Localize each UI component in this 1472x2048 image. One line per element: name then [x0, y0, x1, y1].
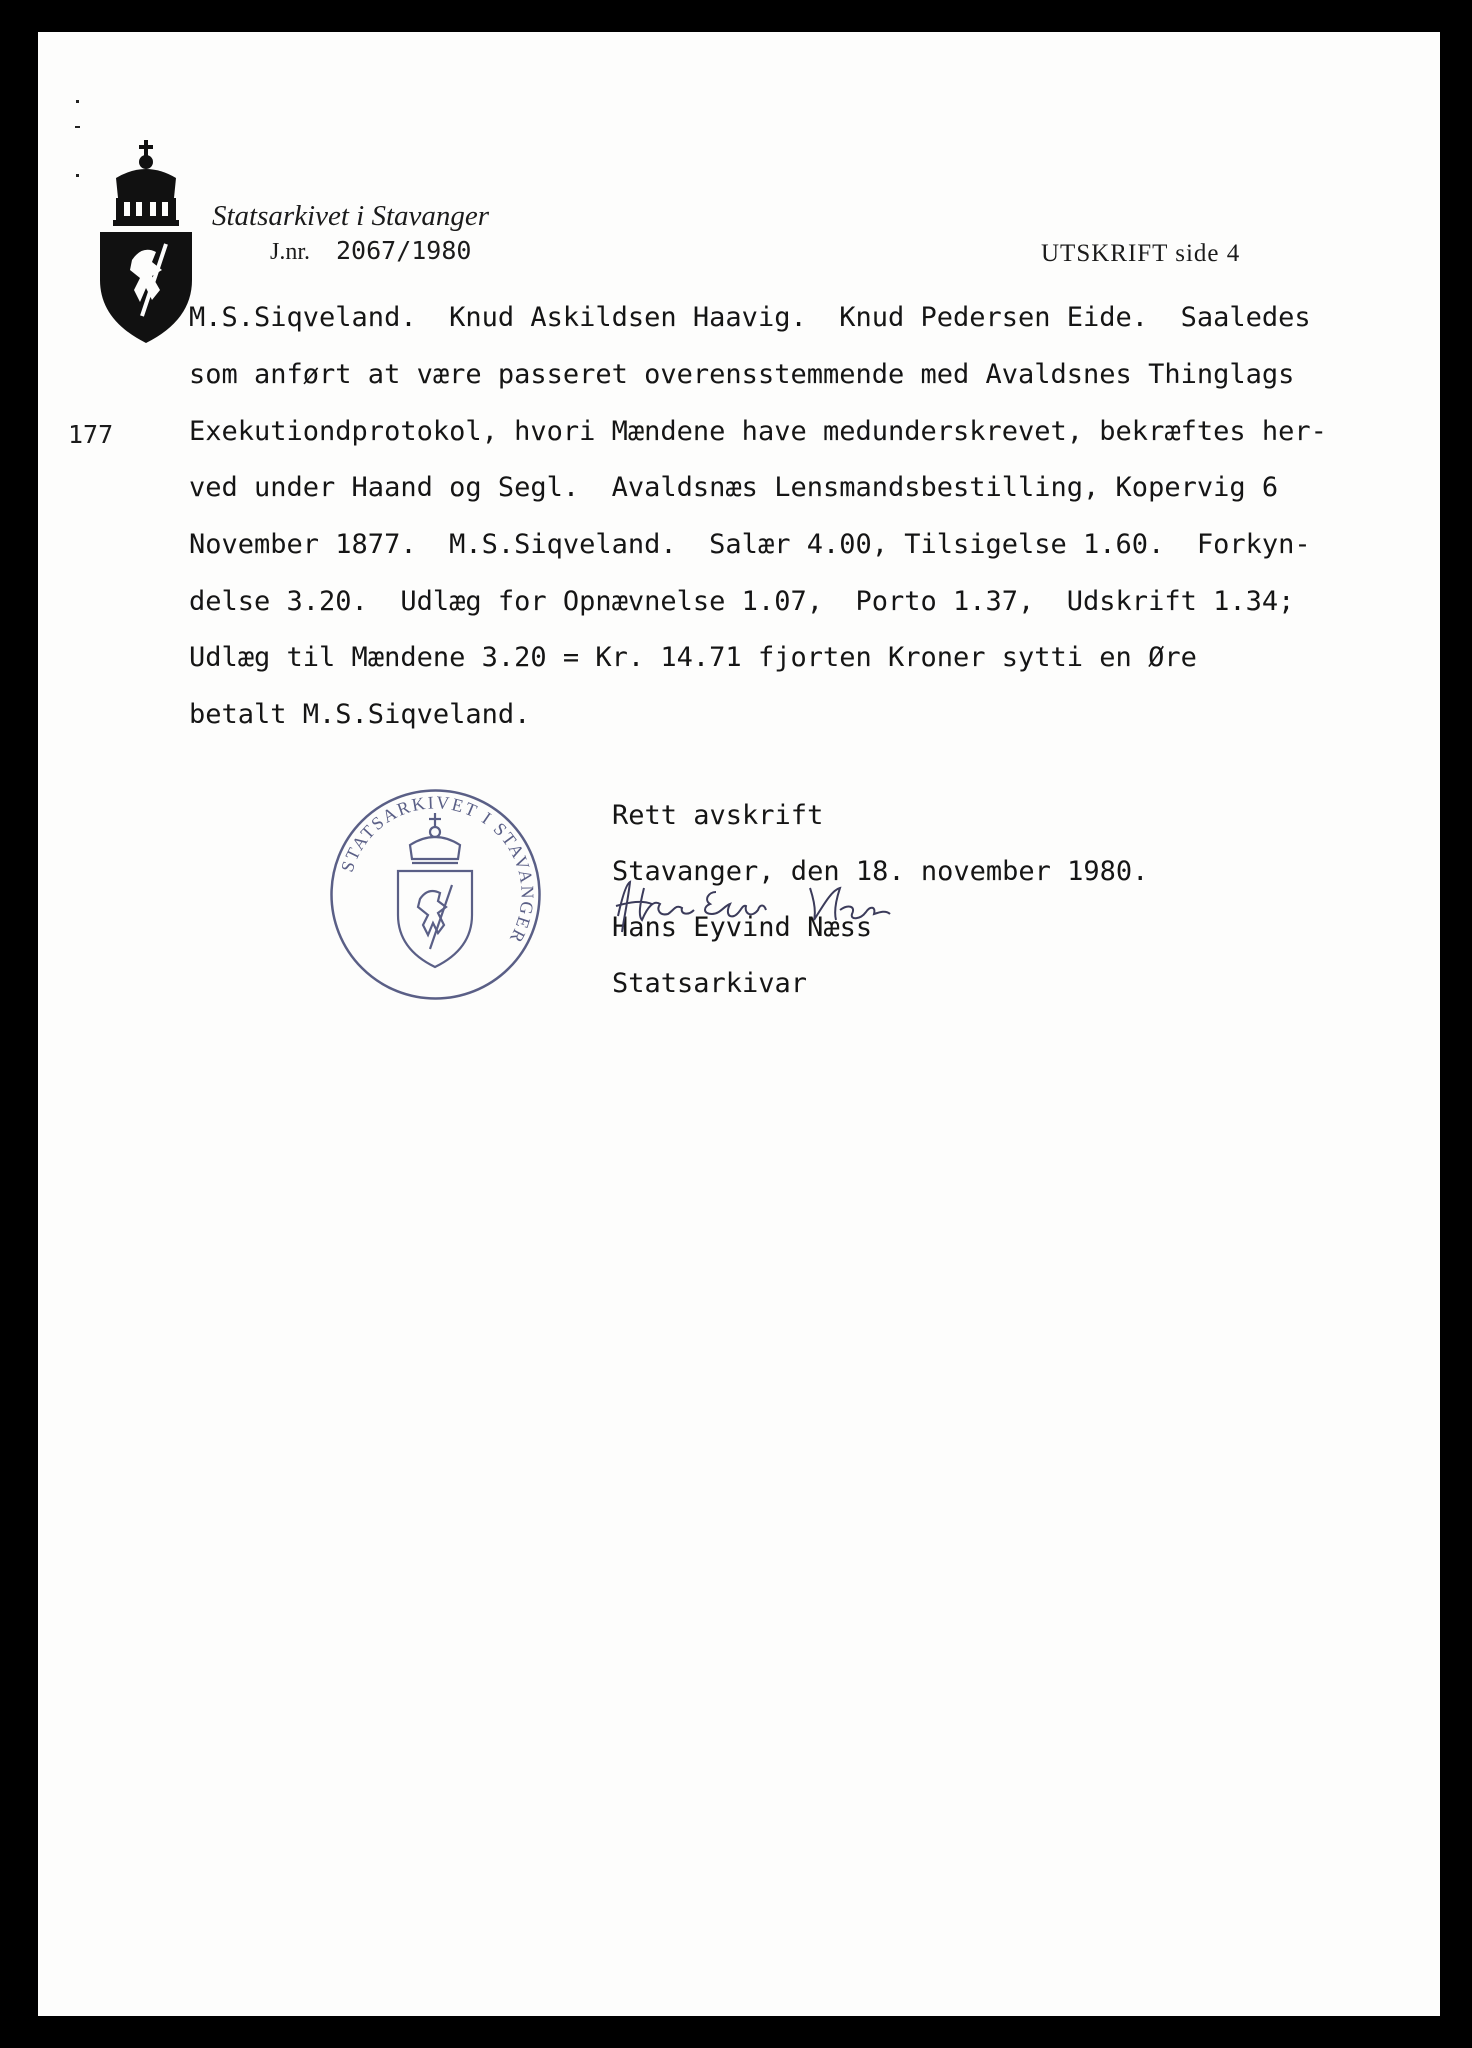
body-line: delse 3.20. Udlæg for Opnævnelse 1.07, Porto 1.37, Udskrift 1.34;: [189, 586, 1295, 617]
seal-inscription: STATSARKIVET I STAVANGER: [336, 792, 538, 948]
certification-text: Rett avskrift: [612, 800, 824, 831]
margin-note: 177: [68, 420, 114, 449]
body-line: M.S.Siqveland. Knud Askildsen Haavig. Knud Pedersen Eide. Saaledes: [189, 302, 1311, 333]
scan-speck: [75, 126, 80, 128]
seal-crest-icon: [398, 813, 472, 967]
body-line: Udlæg til Mændene 3.20 = Kr. 14.71 fjorten Kroner sytti en Øre: [189, 642, 1197, 673]
coat-of-arms-icon: [96, 140, 196, 345]
scan-speck: [76, 100, 79, 103]
body-line: ved under Haand og Segl. Avaldsnæs Lensmandsbestilling, Kopervig 6: [189, 472, 1279, 503]
body-line: Exekutiondprotokol, hvori Mændene have medunderskrevet, bekræftes her-: [189, 416, 1327, 447]
body-line: som anført at være passeret overensstemmende med Avaldsnes Thinglags: [189, 359, 1295, 390]
signatory-title: Statsarkivar: [612, 968, 808, 999]
signatory-name: Hans Eyvind Næss: [612, 912, 873, 943]
journal-number-label: J.nr.: [270, 239, 311, 265]
place-date: Stavanger, den 18. november 1980.: [612, 856, 1149, 887]
document-page: [38, 32, 1440, 2016]
handwritten-signature: [604, 870, 894, 938]
official-seal-stamp: [328, 787, 543, 1002]
body-line: betalt M.S.Siqveland.: [189, 699, 531, 730]
body-line: November 1877. M.S.Siqveland. Salær 4.00, Tilsigelse 1.60. Forkyn-: [189, 529, 1311, 560]
page-label: UTSKRIFT side 4: [1041, 240, 1241, 267]
journal-number: 2067/1980: [336, 236, 472, 265]
scan-speck: [76, 174, 79, 177]
institution-name: Statsarkivet i Stavanger: [212, 200, 490, 232]
